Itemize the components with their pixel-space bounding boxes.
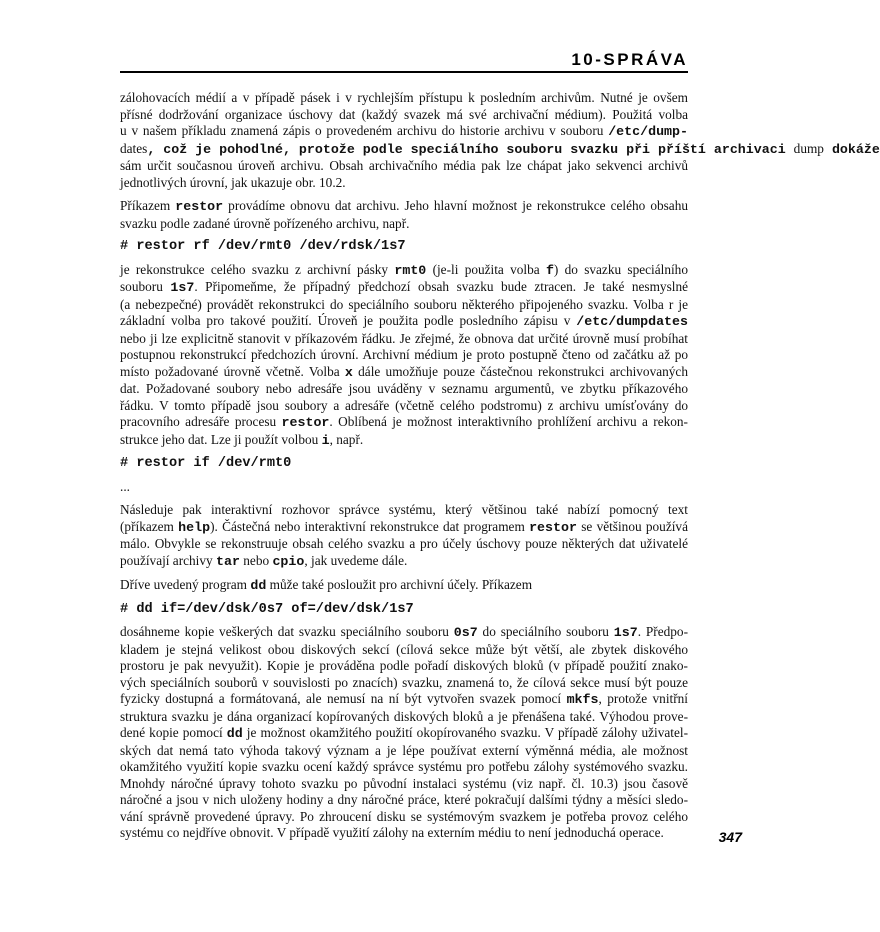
text-run: základní volba pro takové použití. Úroveň je použita podle posledního zápisu v [120,313,577,328]
text-run: vání správně provedené úpravy. Po zhroucení disku se systémovým svazkem je potřeba provoz celého [120,808,688,824]
paragraph [120,624,688,842]
chapter-title: 10-SPRÁVA [571,50,688,69]
text-run: postupnou rekonstrukcí předchozích úrovní. Archivní médium je proto postupně čteno od začátku až po [120,347,688,362]
text-line [120,776,688,793]
text-line [120,123,688,141]
paragraph [120,198,688,232]
text-run: dále umožňuje pouze částečnou rekonstrukci archivovaných [352,363,688,379]
paragraph [120,90,880,191]
text-line [120,398,688,415]
text-line [120,577,688,595]
text-line [120,725,688,743]
text-line [120,158,688,175]
text-line [120,262,688,280]
text-run: (je-li použita volba [426,261,546,277]
text-run: struktura svazku je dána organizací kopírovaných diskových bloků a je přenášena také. Výhodou prove- [120,708,688,724]
text-run: . Připomeňme, že případný předchozí obsah svazku bude ztracen. Je také nesmyslné [194,279,689,294]
paragraph [120,502,688,570]
text-run: nebo ji lze explicitně stanovit v příkazovém řádku. Je zřejmé, že obnova dat určité úrovně musí probíhat [120,330,688,346]
text-run: dump [793,140,824,156]
text-run: přísné dodržování organizace úschovy dat (každý svazek má své archivační médium). Použitá volba [120,106,688,122]
text-run: fyzicky dostupná a formátovaná, ale nemusí na ní být vytvořen svazek pomocí [120,691,567,706]
text-run: používají archivy [120,552,216,568]
inline-code: mkfs [566,692,599,707]
inline-code: rmt0 [394,262,427,278]
inline-code: /etc/dumpdates [576,314,688,329]
text-line [120,279,688,297]
inline-code: dd [226,726,243,741]
text-line [120,140,880,159]
text-run: ) do svazku speciálního [553,261,688,277]
text-run: , jak uvedeme dále. [304,552,408,568]
text-line [120,175,688,192]
text-run: pracovního adresáře procesu [120,414,282,429]
inline-code: tar [216,553,240,569]
text-run: místo požadované úrovně včetně. Volba [120,363,345,379]
page-number: 347 [718,829,742,845]
command-example: # restor rf /dev/rmt0 /dev/rdsk/1s7 [120,239,406,254]
inline-code: f [545,262,554,278]
text-run: systému co nejdříve obnovit. V případě využití zálohy na externím médiu to není jednoduchá operace. [120,825,664,840]
text-run: , např. [329,431,364,447]
text-line [120,792,688,809]
text-line [120,502,688,519]
inline-code: i [321,432,330,448]
text-line [120,519,688,537]
text-line [120,709,688,726]
text-line [120,216,688,233]
text-run: . Předpo- [637,624,689,639]
inline-code: dd [250,578,267,593]
text-run: Dříve uvedený program [120,577,251,592]
inline-code: dokáže [823,141,880,157]
text-line [120,313,688,331]
text-run: do speciálního souboru [477,624,614,639]
text-line [120,691,688,709]
text-run: prostoru je pak nevyužit). Kopie je prováděna podle pořadí diskových bloků (v případě použití znako- [120,658,688,673]
text-run: (a nebezpečné) provádět rekonstrukci do speciálního souboru některého připojeného svazku. Volba r je [120,296,688,312]
text-run: u v našem příkladu znamená zápis o provedeném archivu do historie archivu v souboru [120,123,609,138]
inline-code: 0s7 [453,625,478,640]
text-line [120,331,688,348]
text-run: dates [120,140,148,156]
text-run: ských dat nemá tato výhoda takový význam a je lépe používat externí výměnná média, ale možnost [120,742,688,758]
command-example: # dd if=/dev/dsk/0s7 of=/dev/dsk/1s7 [120,601,414,617]
header-rule [120,71,688,73]
text-line [120,675,688,692]
text-line [120,624,688,642]
text-run: Příkazem [120,198,176,213]
text-line [120,536,688,553]
inline-code: help [178,519,211,535]
text-run: může také posloužit pro archivní účely. Příkazem [266,577,533,592]
text-line [120,381,688,398]
text-run: , protože vnitřní [598,691,688,706]
text-run: je možnost okamžitého použití okopírovaného svazku. V případě zálohy uživatel- [242,725,688,740]
text-line [120,825,688,842]
inline-code: x [344,364,353,380]
ellipsis: ... [120,478,130,494]
text-run: souboru [120,279,171,294]
text-line [120,107,688,124]
text-line [120,198,688,216]
inline-code: 1s7 [170,280,195,295]
text-run: svazku podle zadané úrovně pořízeného archivu, např. [120,215,410,231]
inline-code: /etc/dump- [608,124,688,139]
text-run: jednotlivých úrovní, jak ukazuje obr. 10.2. [120,174,346,190]
text-line [120,347,688,364]
text-run: dené kopie pomocí [120,725,227,740]
inline-code: , což je pohodlné, protože podle speciálního souboru svazku při příští archivaci [147,141,794,157]
text-run: kladem je stejná velikost obou diskových sekcí (cílová sekce může být větší, ale zbytek diskového [120,641,688,657]
text-run: ). Částečná nebo interaktivní rekonstrukce dat programem [210,518,530,534]
command-example: # restor if /dev/rmt0 [120,456,292,471]
paragraph [120,577,688,595]
text-line [120,90,688,107]
text-line [120,414,688,432]
text-run: sám určit současnou úroveň archivu. Obsah archivačního média pak lze chápat jako sekvenci archivů [120,158,688,173]
text-run: okamžitého využití kopie svazku ocení každý správce systému pro potřebu zálohy systémového svazku. [120,759,688,774]
text-run: zálohovacích médií a v případě pásek i v rychlejším přístupu k posledním archivům. Nutné je ovšem [120,90,688,105]
text-line [120,759,688,776]
inline-code: restor [175,199,224,214]
text-run: nebo [239,552,273,568]
inline-code: 1s7 [613,625,638,640]
text-line [120,297,688,314]
text-run: řádku. V tomto případě jsou soubory a adresáře (včetně celého podstromu) z archivu umísťovány do [120,397,688,413]
text-line [120,809,688,826]
text-line [120,743,688,760]
text-run: provádíme obnovu dat archivu. Jeho hlavní možnost je rekonstrukce celého obsahu [223,198,688,213]
text-line [120,432,688,450]
text-run: Následuje pak interaktivní rozhovor správce systému, který většinou také nabízí pomocný text [120,502,688,517]
text-run: . Oblíbená je možnost interaktivního prohlížení archivu a rekon- [329,414,688,429]
text-line [120,658,688,675]
text-run: dosáhneme kopie veškerých dat svazku speciálního souboru [120,624,454,639]
text-run: náročné a jsou v nich uloženy hodiny a dny náročné práce, které pokračují dalšími týdny a měsíci sledo- [120,792,688,807]
text-run: je rekonstrukce celého svazku z archivní pásky [120,261,395,277]
text-line [120,642,688,659]
text-line [120,364,688,382]
text-run: Mnohdy náročné úpravy tohoto svazku po původní instalaci systému (viz např. čl. 10.3) jsou časově [120,775,688,791]
text-run: se většinou používá [576,518,688,534]
text-run: málo. Obvykle se rekonstruuje obsah celého svazku a pro účely úschovy pouze některých dat uživatelé [120,536,688,551]
text-run: (příkazem [120,518,179,534]
text-run: strukce jeho dat. Lze ji použít volbou [120,431,322,447]
inline-code: cpio [272,553,305,569]
inline-code: restor [529,519,577,535]
text-run: vých speciálních souborů v souvislosti po znacích) svazku, znamená to, že cílová sekce musí být pouze [120,674,688,690]
paragraph [120,262,688,450]
text-run: dat. Požadované soubory nebo adresáře jsou uváděny v seznamu argumentů, ve zbytku příkazového [120,381,688,396]
text-line [120,553,688,571]
inline-code: restor [281,415,330,430]
